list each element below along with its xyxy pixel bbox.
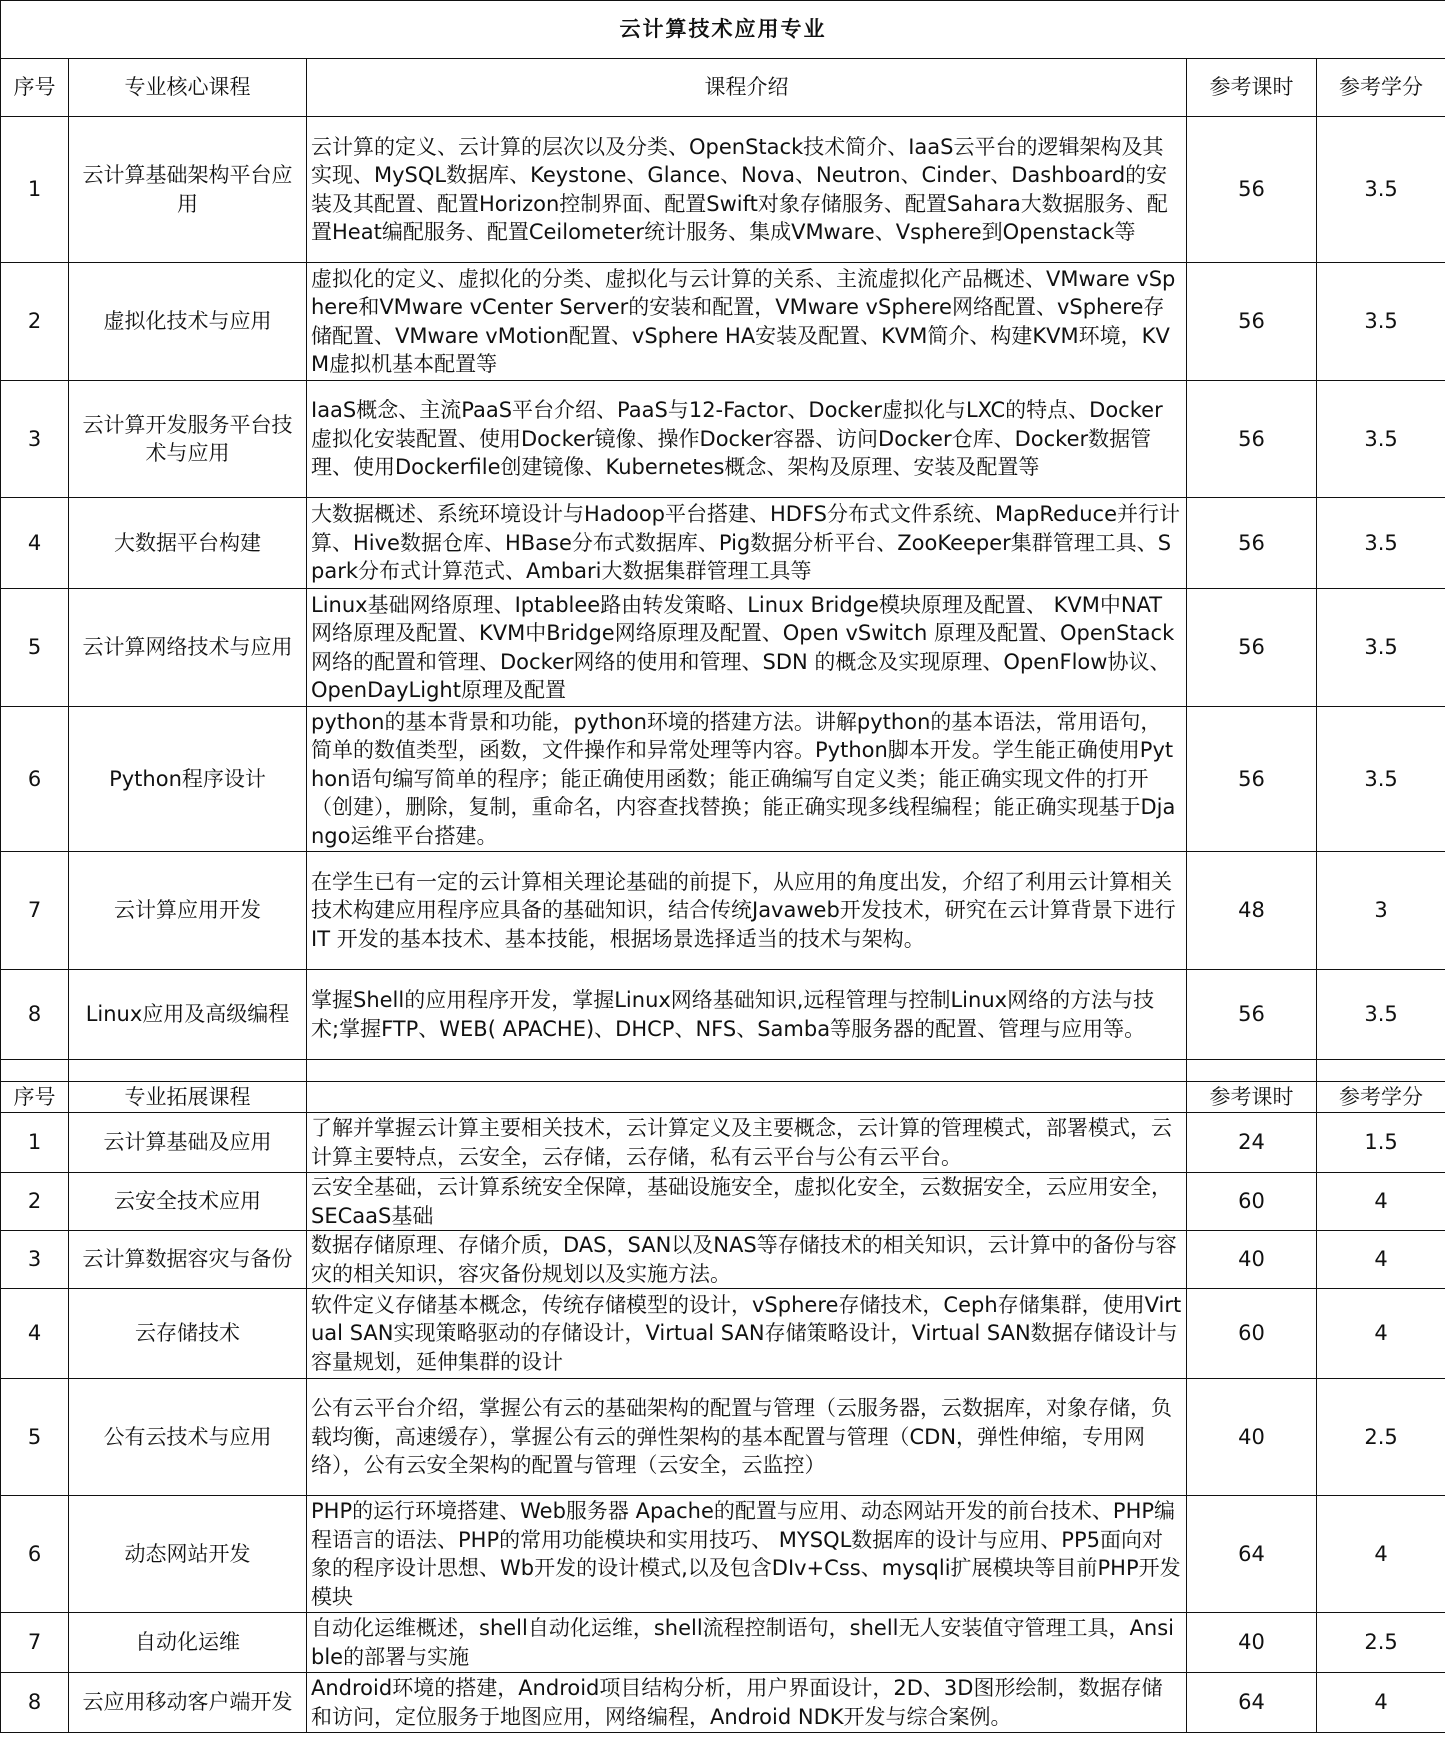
title-row — [1, 1, 1445, 59]
cell-course: 云计算基础架构平台应用 — [69, 117, 307, 263]
cell-no: 7 — [1, 852, 69, 970]
cell-hours: 56 — [1187, 498, 1317, 589]
core-header-row — [1, 59, 1445, 117]
cell-course: 云计算基础及应用 — [69, 1113, 307, 1173]
table-row — [1, 707, 1445, 852]
cell-intro: Linux基础网络原理、Iptablee路由转发策略、Linux Bridge模块原理及配置、 KVM中NAT网络原理及配置、KVM中Bridge网络原理及配置、Open vSwitch 原理及配置、OpenStack网络的配置和管理、Docker网络的使用和管理、SDN 的概念及实现原理、OpenFlow协议、OpenDayLight原理及配置 — [307, 589, 1187, 707]
cell-hours: 56 — [1187, 589, 1317, 707]
cell-no: 5 — [1, 589, 69, 707]
cell-credits: 3.5 — [1317, 381, 1445, 498]
cell-course: 虚拟化技术与应用 — [69, 263, 307, 381]
table-row — [1, 1613, 1445, 1673]
cell-hours: 64 — [1187, 1496, 1317, 1613]
cell-credits: 4 — [1317, 1289, 1445, 1379]
header-credits: 参考学分 — [1317, 1082, 1445, 1113]
empty-cell — [307, 1060, 1187, 1082]
table-row — [1, 381, 1445, 498]
empty-cell — [1187, 1060, 1317, 1082]
cell-no: 6 — [1, 1496, 69, 1613]
table-row — [1, 1289, 1445, 1379]
cell-credits: 2.5 — [1317, 1613, 1445, 1673]
cell-course: 云安全技术应用 — [69, 1173, 307, 1231]
cell-hours: 56 — [1187, 381, 1317, 498]
cell-credits: 4 — [1317, 1673, 1445, 1733]
cell-intro: python的基本背景和功能，python环境的搭建方法。讲解python的基本语法，常用语句，简单的数值类型，函数，文件操作和异常处理等内容。Python脚本开发。学生能正确使用Python语句编写简单的程序；能正确使用函数；能正确编写自定义类；能正确实现文件的打开（创建），删除，复制，重命名，内容查找替换；能正确实现多线程编程；能正确实现基于Django运维平台搭建。 — [307, 707, 1187, 852]
header-course: 专业核心课程 — [69, 59, 307, 117]
cell-course: 云计算应用开发 — [69, 852, 307, 970]
table-row — [1, 970, 1445, 1060]
header-credits: 参考学分 — [1317, 59, 1445, 117]
cell-no: 7 — [1, 1613, 69, 1673]
cell-no: 1 — [1, 1113, 69, 1173]
cell-hours: 48 — [1187, 852, 1317, 970]
table-row — [1, 263, 1445, 381]
cell-hours: 24 — [1187, 1113, 1317, 1173]
cell-hours: 60 — [1187, 1173, 1317, 1231]
cell-credits: 4 — [1317, 1173, 1445, 1231]
cell-hours: 40 — [1187, 1379, 1317, 1496]
cell-intro: PHP的运行环境搭建、Web服务器 Apache的配置与应用、动态网站开发的前台技术、PHP编程语言的语法、PHP的常用功能模块和实用技巧、 MYSQL数据库的设计与应用、PP5面向对象的程序设计思想、Wb开发的设计模式,以及包含DIv+Css、mysqli扩展模块等目前PHP开发模块 — [307, 1496, 1187, 1613]
cell-intro: 大数据概述、系统环境设计与Hadoop平台搭建、HDFS分布式文件系统、MapReduce并行计算、Hive数据仓库、HBase分布式数据库、Pig数据分析平台、ZooKeeper集群管理工具、Spark分布式计算范式、Ambari大数据集群管理工具等 — [307, 498, 1187, 589]
spacer-row — [1, 1060, 1445, 1082]
cell-credits: 3.5 — [1317, 707, 1445, 852]
cell-hours: 64 — [1187, 1673, 1317, 1733]
header-hours: 参考课时 — [1187, 59, 1317, 117]
header-intro: 课程介绍 — [307, 59, 1187, 117]
cell-hours: 56 — [1187, 117, 1317, 263]
cell-credits: 3.5 — [1317, 970, 1445, 1060]
cell-no: 2 — [1, 263, 69, 381]
table-row — [1, 1379, 1445, 1496]
cell-no: 6 — [1, 707, 69, 852]
cell-course: 云计算数据容灾与备份 — [69, 1231, 307, 1289]
cell-intro: 掌握Shell的应用程序开发，掌握Linux网络基础知识,远程管理与控制Linux网络的方法与技术;掌握FTP、WEB( APACHE)、DHCP、NFS、Samba等服务器的配置、管理与应用等。 — [307, 970, 1187, 1060]
table-row — [1, 1113, 1445, 1173]
cell-intro: 软件定义存储基本概念，传统存储模型的设计，vSphere存储技术，Ceph存储集群，使用Virtual SAN实现策略驱动的存储设计，Virtual SAN存储策略设计，Virtual SAN数据存储设计与容量规划，延伸集群的设计 — [307, 1289, 1187, 1379]
cell-hours: 60 — [1187, 1289, 1317, 1379]
cell-credits: 2.5 — [1317, 1379, 1445, 1496]
cell-no: 2 — [1, 1173, 69, 1231]
cell-no: 3 — [1, 381, 69, 498]
table-row — [1, 1673, 1445, 1733]
cell-course: 公有云技术与应用 — [69, 1379, 307, 1496]
cell-credits: 3 — [1317, 852, 1445, 970]
cell-intro: 公有云平台介绍，掌握公有云的基础架构的配置与管理（云服务器，云数据库，对象存储，负载均衡，高速缓存），掌握公有云的弹性架构的基本配置与管理（CDN，弹性伸缩，专用网络），公有云安全架构的配置与管理（云安全，云监控） — [307, 1379, 1187, 1496]
cell-intro: 了解并掌握云计算主要相关技术，云计算定义及主要概念，云计算的管理模式，部署模式，云计算主要特点，云安全，云存储，云存储，私有云平台与公有云平台。 — [307, 1113, 1187, 1173]
cell-intro: 云安全基础，云计算系统安全保障，基础设施安全，虚拟化安全，云数据安全，云应用安全，SECaaS基础 — [307, 1173, 1187, 1231]
cell-intro: Android环境的搭建，Android项目结构分析，用户界面设计，2D、3D图形绘制，数据存储和访问，定位服务于地图应用，网络编程，Android NDK开发与综合案例。 — [307, 1673, 1187, 1733]
cell-hours: 56 — [1187, 707, 1317, 852]
cell-credits: 3.5 — [1317, 263, 1445, 381]
cell-no: 4 — [1, 1289, 69, 1379]
header-no: 序号 — [1, 59, 69, 117]
table-row — [1, 117, 1445, 263]
cell-credits: 3.5 — [1317, 498, 1445, 589]
table-row — [1, 498, 1445, 589]
cell-credits: 4 — [1317, 1231, 1445, 1289]
cell-intro: 虚拟化的定义、虚拟化的分类、虚拟化与云计算的关系、主流虚拟化产品概述、VMware vSphere和VMware vCenter Server的安装和配置，VMware vSphere网络配置、vSphere存储配置、VMware vMotion配置、vSphere HA安装及配置、KVM简介、构建KVM环境，KVM虚拟机基本配置等 — [307, 263, 1187, 381]
cell-course: Linux应用及高级编程 — [69, 970, 307, 1060]
table-row — [1, 589, 1445, 707]
cell-course: Python程序设计 — [69, 707, 307, 852]
cell-no: 8 — [1, 1673, 69, 1733]
header-no: 序号 — [1, 1082, 69, 1113]
cell-no: 1 — [1, 117, 69, 263]
table-row — [1, 1173, 1445, 1231]
cell-no: 8 — [1, 970, 69, 1060]
cell-intro: 数据存储原理、存储介质，DAS，SAN以及NAS等存储技术的相关知识，云计算中的备份与容灾的相关知识，容灾备份规划以及实施方法。 — [307, 1231, 1187, 1289]
cell-credits: 3.5 — [1317, 117, 1445, 263]
cell-course: 自动化运维 — [69, 1613, 307, 1673]
cell-course: 大数据平台构建 — [69, 498, 307, 589]
cell-intro: 云计算的定义、云计算的层次以及分类、OpenStack技术简介、IaaS云平台的逻辑架构及其实现、MySQL数据库、Keystone、Glance、Nova、Neutron、Cinder、Dashboard的安装及其配置、配置Horizon控制界面、配置Swift对象存储服务、配置Sahara大数据服务、配置Heat编配服务、配置Ceilometer统计服务、集成VMware、Vsphere到Openstack等 — [307, 117, 1187, 263]
cell-course: 动态网站开发 — [69, 1496, 307, 1613]
cell-intro: 在学生已有一定的云计算相关理论基础的前提下，从应用的角度出发，介绍了利用云计算相关技术构建应用程序应具备的基础知识，结合传统Javaweb开发技术，研究在云计算背景下进行 IT 开发的基本技术、基本技能，根据场景选择适当的技术与架构。 — [307, 852, 1187, 970]
empty-cell — [69, 1060, 307, 1082]
table-row — [1, 852, 1445, 970]
header-course: 专业拓展课程 — [69, 1082, 307, 1113]
empty-cell — [1317, 1060, 1445, 1082]
cell-course: 云存储技术 — [69, 1289, 307, 1379]
cell-no: 4 — [1, 498, 69, 589]
cell-hours: 40 — [1187, 1231, 1317, 1289]
cell-course: 云计算开发服务平台技术与应用 — [69, 381, 307, 498]
cell-hours: 56 — [1187, 263, 1317, 381]
cell-course: 云计算网络技术与应用 — [69, 589, 307, 707]
header-hours: 参考课时 — [1187, 1082, 1317, 1113]
table-row — [1, 1496, 1445, 1613]
cell-credits: 4 — [1317, 1496, 1445, 1613]
cell-credits: 1.5 — [1317, 1113, 1445, 1173]
table-row — [1, 1231, 1445, 1289]
cell-no: 5 — [1, 1379, 69, 1496]
page-title: 云计算技术应用专业 — [1, 1, 1445, 59]
cell-intro: 自动化运维概述，shell自动化运维，shell流程控制语句，shell无人安装值守管理工具，Ansible的部署与实施 — [307, 1613, 1187, 1673]
cell-no: 3 — [1, 1231, 69, 1289]
cell-credits: 3.5 — [1317, 589, 1445, 707]
ext-header-row — [1, 1082, 1445, 1113]
cell-course: 云应用移动客户端开发 — [69, 1673, 307, 1733]
cell-hours: 40 — [1187, 1613, 1317, 1673]
cell-intro: IaaS概念、主流PaaS平台介绍、PaaS与12-Factor、Docker虚拟化与LXC的特点、Docker虚拟化安装配置、使用Docker镜像、操作Docker容器、访问Docker仓库、Docker数据管理、使用Dockerfile创建镜像、Kubernetes概念、架构及原理、安装及配置等 — [307, 381, 1187, 498]
empty-cell — [1, 1060, 69, 1082]
cell-hours: 56 — [1187, 970, 1317, 1060]
header-intro-empty — [307, 1082, 1187, 1113]
